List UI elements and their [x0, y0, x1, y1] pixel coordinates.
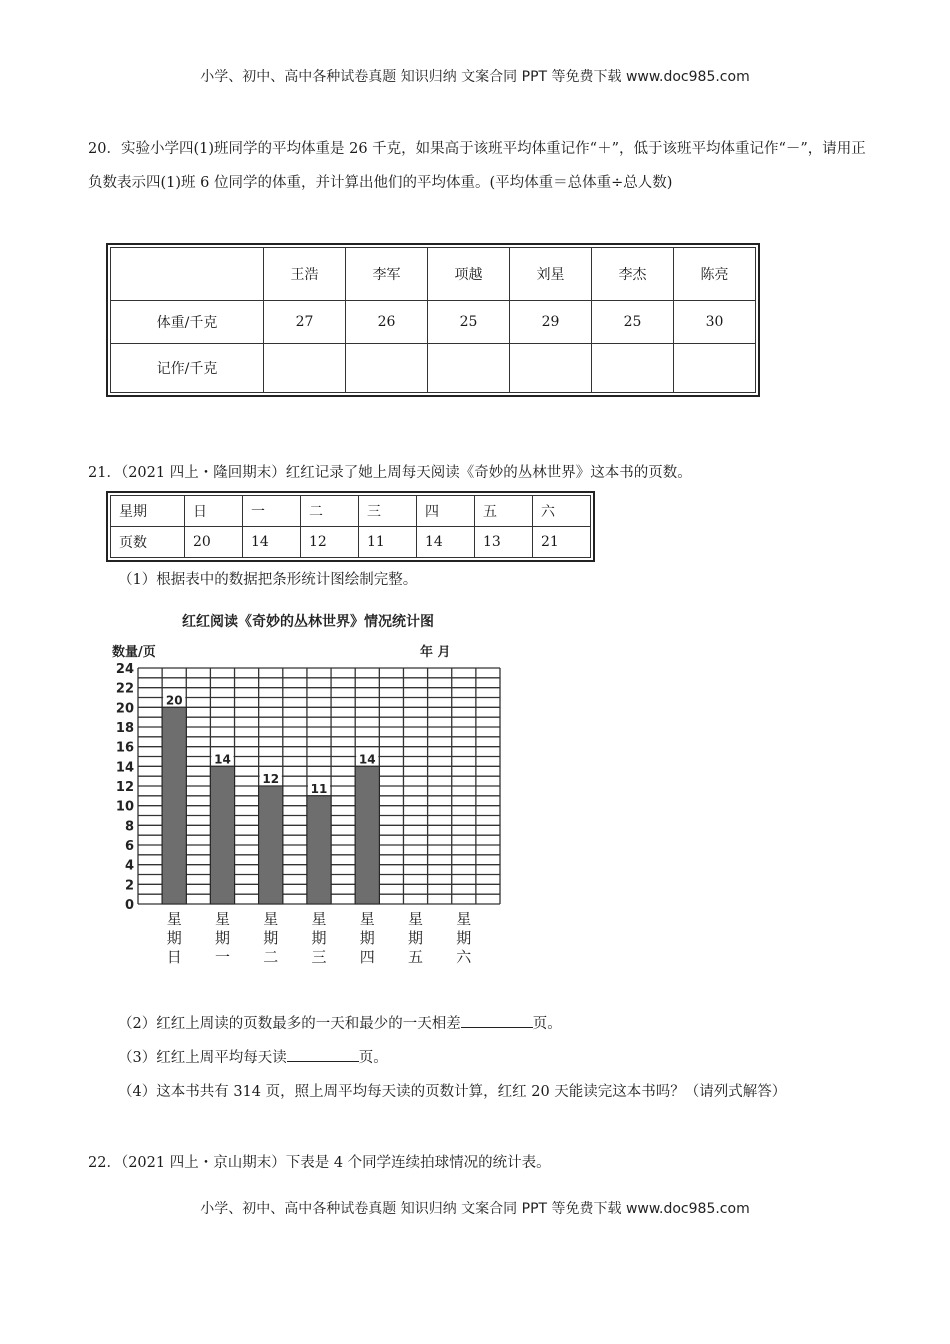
bar-value-label: 12 — [262, 772, 280, 786]
weight-value: 25 — [428, 301, 510, 344]
category-label-char: 星 — [166, 910, 182, 928]
q21-sub3 — [118, 1046, 388, 1067]
record-answer-cell[interactable] — [592, 344, 674, 393]
bar-value-label: 14 — [214, 752, 231, 767]
category-label-char: 期 — [359, 929, 375, 947]
day-row-label: 星期 — [111, 496, 185, 527]
pages-cell: 14 — [243, 527, 301, 558]
pages-cell: 12 — [301, 527, 359, 558]
weight-value: 26 — [346, 301, 428, 344]
record-answer-cell[interactable] — [510, 344, 592, 393]
student-name: 王浩 — [264, 248, 346, 301]
record-row-label: 记作/千克 — [111, 344, 264, 393]
table-corner-cell — [111, 248, 264, 301]
y-tick-label: 6 — [124, 839, 134, 854]
day-cell: 六 — [533, 496, 591, 527]
answer-blank[interactable] — [461, 1013, 533, 1028]
category-label-char: 三 — [311, 948, 327, 966]
pages-row-label: 页数 — [111, 527, 185, 558]
q21-sub1: （1）根据表中的数据把条形统计图绘制完整。 — [118, 572, 418, 588]
bar-星期一 — [210, 766, 234, 904]
category-label-char: 期 — [263, 929, 279, 947]
y-tick-label: 12 — [115, 780, 134, 795]
y-tick-label: 2 — [124, 878, 134, 894]
weight-value: 29 — [510, 301, 592, 344]
category-label-char: 二 — [263, 948, 279, 966]
category-label-char: 期 — [408, 929, 424, 947]
chart-y-axis-label: 数量/页 — [112, 645, 156, 660]
category-label-char: 五 — [408, 948, 424, 966]
pages-cell: 13 — [475, 527, 533, 558]
bar-value-label: 14 — [358, 752, 376, 767]
day-cell: 二 — [301, 496, 359, 527]
y-tick-label: 22 — [115, 681, 134, 697]
category-label-char: 星 — [408, 910, 424, 928]
category-label-char: 六 — [456, 948, 472, 966]
student-name: 陈亮 — [674, 248, 756, 301]
bar-value-label: 11 — [310, 781, 328, 796]
pages-cell: 20 — [185, 527, 243, 558]
record-answer-cell[interactable] — [346, 344, 428, 393]
y-tick-label: 14 — [115, 760, 134, 776]
chart-y-ticks — [116, 662, 134, 913]
bar-星期四 — [355, 766, 379, 904]
student-name: 李军 — [346, 248, 428, 301]
student-name: 李杰 — [592, 248, 674, 301]
weight-value: 30 — [674, 301, 756, 344]
chart-title: 红红阅读《奇妙的丛林世界》情况统计图 — [182, 614, 434, 630]
category-label-char: 期 — [214, 929, 230, 947]
category-label-char: 期 — [311, 929, 327, 947]
day-cell: 五 — [475, 496, 533, 527]
record-answer-cell[interactable] — [428, 344, 510, 393]
q21-sub2-text: （2）红红上周读的页数最多的一天和最少的一天相差 — [118, 1016, 461, 1032]
category-label-char: 星 — [456, 910, 472, 928]
bar-value-label: 20 — [165, 693, 183, 708]
y-tick-label: 24 — [115, 662, 134, 677]
question-22-text: 22．（2021 四上・京山期末）下表是 4 个同学连续拍球情况的统计表。 — [88, 1155, 551, 1171]
y-tick-label: 8 — [124, 819, 134, 835]
day-cell: 四 — [417, 496, 475, 527]
chart-bars — [162, 693, 379, 904]
bar-星期日 — [162, 707, 186, 904]
q21-sub2 — [118, 1012, 562, 1033]
day-cell: 一 — [243, 496, 301, 527]
y-tick-label: 18 — [115, 721, 134, 736]
q21-sub2-unit: 页。 — [532, 1016, 562, 1032]
y-tick-label: 20 — [115, 701, 134, 717]
category-label-char: 期 — [166, 929, 182, 947]
record-answer-cell[interactable] — [264, 344, 346, 393]
chart-date-label: 年 月 — [420, 645, 451, 660]
y-tick-label: 4 — [124, 858, 134, 874]
pages-cell: 14 — [417, 527, 475, 558]
q21-sub3-unit: 页。 — [358, 1050, 388, 1066]
category-label-char: 一 — [214, 948, 230, 966]
category-label-char: 四 — [359, 948, 375, 966]
answer-blank[interactable] — [287, 1047, 359, 1062]
record-answer-cell[interactable] — [674, 344, 756, 393]
page-footer: 小学、初中、高中各种试卷真题 知识归纳 文案合同 PPT 等免费下载 www.doc985.com — [200, 1201, 750, 1217]
chart-categories — [167, 910, 473, 966]
q21-sub4: （4）这本书共有 314 页，照上周平均每天读的页数计算，红红 20 天能读完这本书吗？（请列式解答） — [118, 1084, 787, 1100]
weight-row-label: 体重/千克 — [111, 301, 264, 344]
y-tick-label: 0 — [124, 898, 134, 913]
student-name: 项越 — [428, 248, 510, 301]
pages-cell: 11 — [359, 527, 417, 558]
weight-value: 27 — [264, 301, 346, 344]
category-label-char: 星 — [359, 910, 375, 928]
category-label-char: 星 — [263, 910, 279, 928]
weight-table — [106, 243, 760, 397]
student-name: 刘星 — [510, 248, 592, 301]
category-label-char: 期 — [456, 929, 472, 947]
q21-sub3-text: （3）红红上周平均每天读 — [118, 1050, 287, 1066]
bar-星期三 — [307, 796, 331, 904]
y-tick-label: 10 — [115, 799, 134, 815]
day-cell: 日 — [185, 496, 243, 527]
weight-value: 25 — [592, 301, 674, 344]
pages-cell: 21 — [533, 527, 591, 558]
question-21-text: 21．（2021 四上・隆回期末）红红记录了她上周每天阅读《奇妙的丛林世界》这本书的页数。 — [88, 465, 692, 481]
question-20-text: 20．实验小学四(1)班同学的平均体重是 26 千克，如果高于该班平均体重记作“＋”，低于该班平均体重记作“－”，请用正负数表示四(1)班 6 位同学的体重，并计算出他们的平均体重。(平均体重＝总体重÷总人数) — [88, 141, 866, 191]
category-label-char: 星 — [311, 910, 327, 928]
reading-table — [106, 491, 595, 562]
reading-bar-chart — [108, 606, 508, 966]
category-label-char: 星 — [214, 910, 230, 928]
bar-星期二 — [259, 786, 283, 904]
page-header: 小学、初中、高中各种试卷真题 知识归纳 文案合同 PPT 等免费下载 www.doc985.com — [200, 69, 750, 85]
y-tick-label: 16 — [115, 740, 134, 756]
category-label-char: 日 — [166, 948, 182, 966]
day-cell: 三 — [359, 496, 417, 527]
